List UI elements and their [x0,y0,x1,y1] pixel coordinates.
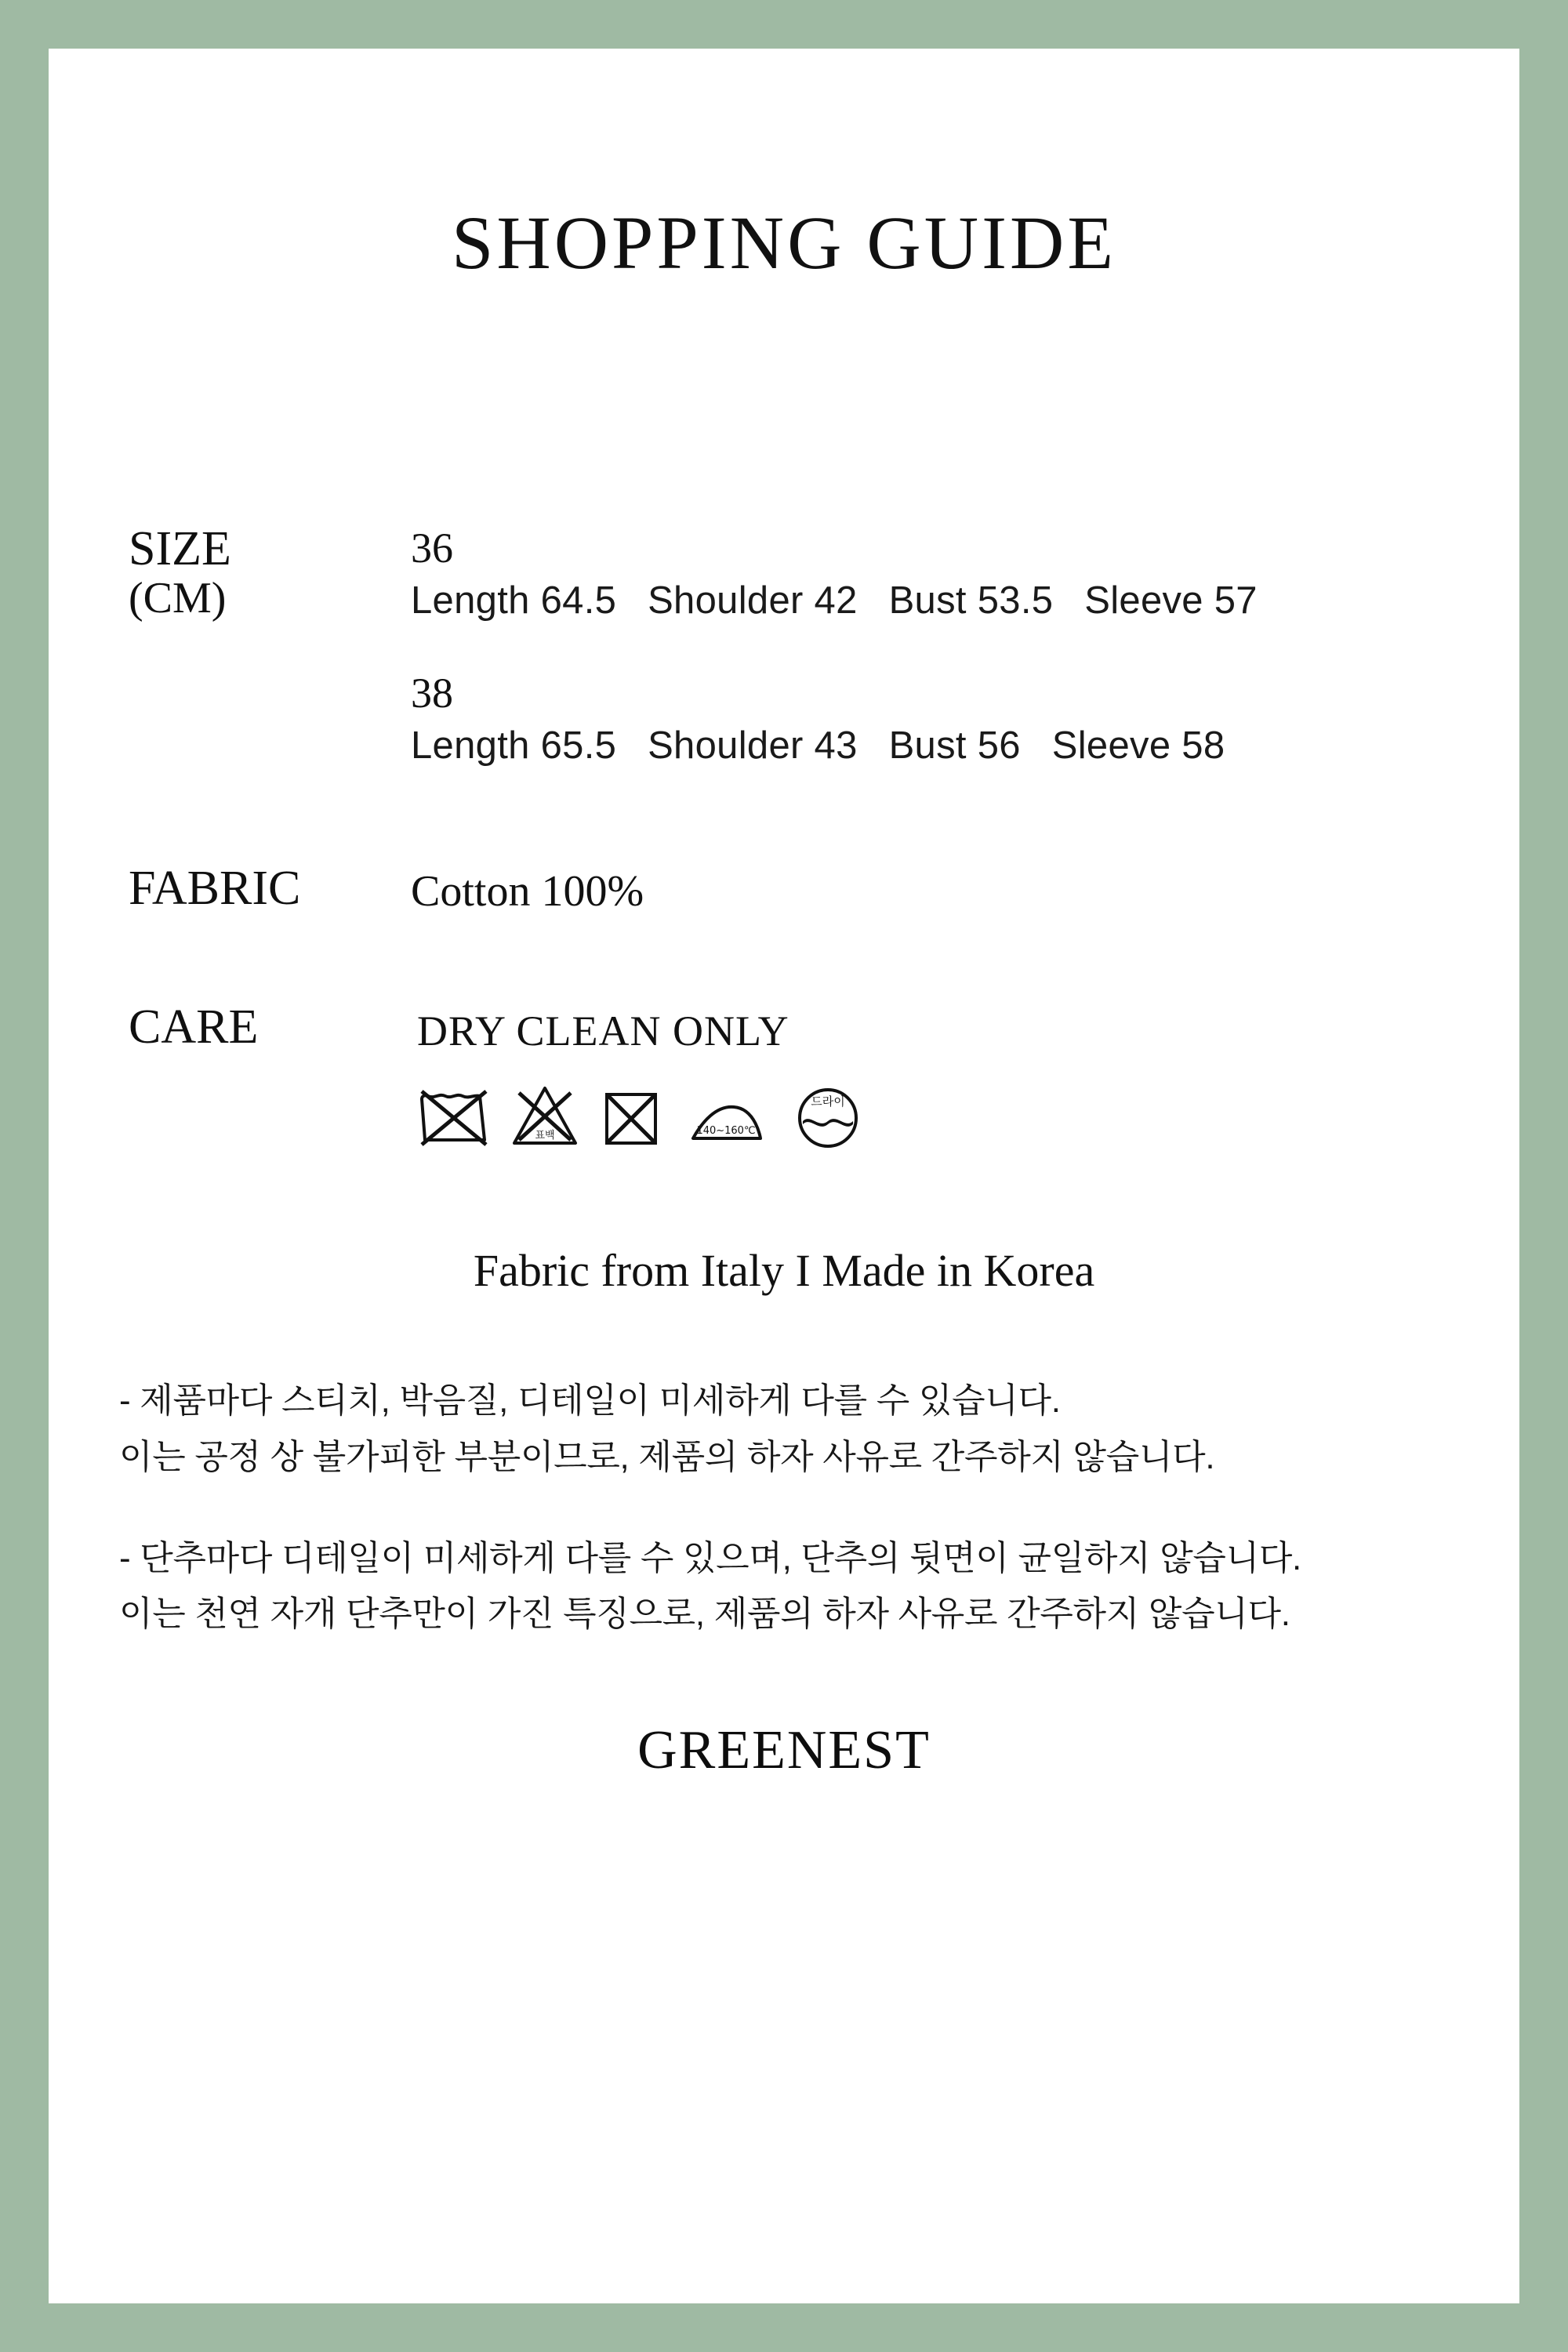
note-line: 이는 천연 자개 단추만이 가진 특징으로, 제품의 하자 사유로 간주하지 않습니다. [119,1595,1290,1634]
size-group [411,524,1449,625]
svg-text:표백: 표백 [535,1129,555,1142]
size-section [119,524,1449,771]
size-unit-label: (CM) [129,574,227,623]
measurement-bust: Bust 53.5 [888,579,1054,622]
measurement-sleeve: Sleeve 58 [1051,724,1225,768]
no-tumble-dry-icon [601,1082,663,1149]
size-number: 38 [411,670,453,717]
care-section-label: CARE [129,1000,259,1054]
measurement-length: Length 64.5 [411,579,617,622]
brand-logo: GREENEST [637,1720,931,1781]
measurement-length: Length 65.5 [411,724,617,768]
svg-text:드라이: 드라이 [811,1094,845,1109]
measurement-shoulder: Shoulder 42 [648,579,858,622]
size-measurements [411,577,1449,625]
note-block [119,1373,1449,1485]
size-measurements [411,722,1449,770]
size-label-text: SIZE [129,522,231,575]
note-line: 이는 공정 상 불가피한 부분이므로, 제품의 하자 사유로 간주하지 않습니다. [119,1437,1215,1476]
fabric-section-label: FABRIC [129,861,301,915]
notes-section [119,1373,1449,1642]
measurement-bust: Bust 56 [888,724,1021,768]
iron-low-heat-icon [685,1082,770,1149]
guide-content [49,49,1519,2303]
svg-text:140~160℃: 140~160℃ [696,1124,756,1137]
size-table [411,524,1449,771]
no-bleach-icon [511,1082,579,1149]
page-title: SHOPPING GUIDE [451,201,1117,285]
fabric-section [119,863,1449,916]
size-group [411,669,1449,770]
note-block [119,1530,1449,1642]
note-line: - 제품마다 스티치, 박음질, 디테일이 미세하게 다를 수 있습니다. [119,1381,1061,1421]
care-symbols [411,1082,1449,1149]
no-machine-wash-icon [417,1082,489,1149]
size-section-label [129,524,411,623]
care-value: DRY CLEAN ONLY [417,1007,789,1055]
care-section [119,1002,1449,1149]
fabric-value: Cotton 100% [411,866,644,916]
measurement-shoulder: Shoulder 43 [648,724,858,768]
origin-line: Fabric from Italy I Made in Korea [473,1244,1095,1296]
inner-white-panel [49,49,1519,2303]
dry-clean-icon [792,1082,864,1149]
size-number: 36 [411,524,453,572]
measurement-sleeve: Sleeve 57 [1084,579,1258,622]
note-line: - 단추마다 디테일이 미세하게 다를 수 있으며, 단추의 뒷면이 균일하지 않습니다. [119,1538,1301,1577]
